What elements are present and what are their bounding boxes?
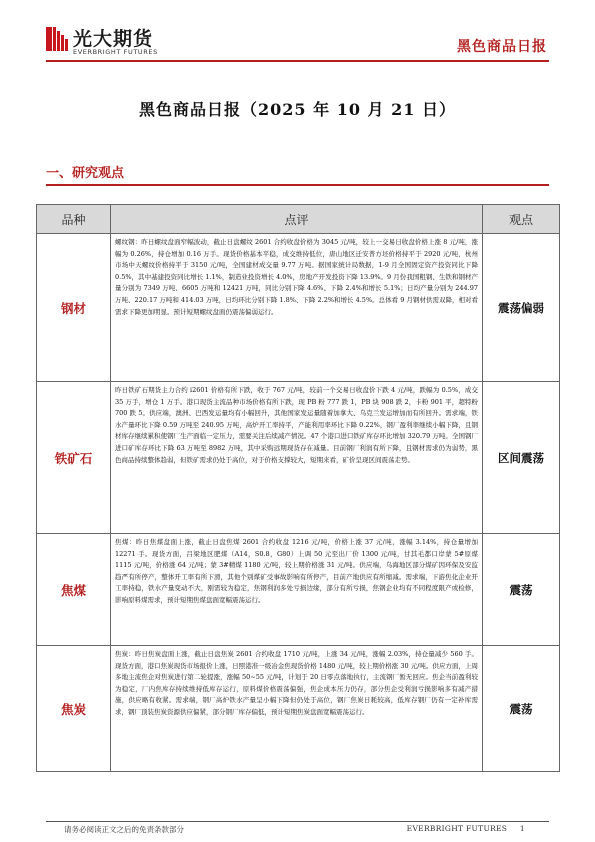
row-category: 焦煤 [37, 534, 111, 646]
table-header-row [37, 205, 560, 234]
brand-name-en: EVERBRIGHT FUTURES [73, 48, 158, 56]
table-row [37, 646, 560, 772]
document-title: 黑色商品日报（2025 年 10 月 21 日） [139, 100, 456, 119]
footer-company [407, 824, 525, 833]
report-name: 黑色商品日报 [457, 39, 547, 55]
row-view: 震荡 [483, 646, 560, 772]
review-table [36, 204, 560, 772]
row-comment: 昨日铁矿石期货主力合约 i2601 价格有所下跌，收于 767 元/吨，较前一个交易日收盘价下跌 4 元/吨，跌幅为 0.5%，成交 35 万手，增仓 1 万手。港口现货主流品种市场价格有所下跌，现 PB 粉 777 跌 1，PB 块 908 跌 2，卡粉 901 平，超特粉 700 跌 5。供应端，澳洲、巴西发运量均有小幅回升，其他国家发运量随着加拿大、乌克兰发运增加而有所回升。需求端，铁水产量环比下降 0.59 万吨至 240.95 万吨，高炉开工率持平，产能利用率环比下降 0.22%，钢厂盈利率继续小幅下降，且钢材库存继续累积使钢厂生产面临一定压力，需要关注后续减产情况。47 个港口进口铁矿库存环比增加 320.79 万吨。全国钢厂进口矿库存环比下降 63 万吨至 8982 万吨，其中采购远期现货存在减量。目前钢厂利润有所下降，且钢材需求仍为弱势，黑色商品持续整体趋弱，但铁矿需求仍处于高位，对于价格支撑较大，短期来看，矿价呈现区间震荡走势。 [111, 382, 483, 534]
everbright-logo-icon [46, 27, 68, 51]
footer-company-name: EVERBRIGHT FUTURES [406, 824, 508, 833]
table-row [37, 234, 560, 382]
row-view: 震荡偏弱 [483, 234, 560, 382]
row-category: 铁矿石 [37, 382, 111, 534]
row-comment: 焦炭：昨日焦炭盘面上涨，截止日盘焦炭 2601 合约收盘 1710 元/吨，上涨 34 元/吨，涨幅 2.03%，持仓量减少 560 手。现货方面，港口焦炭现货市场报价上涨，日照港准一级冶金焦现货价格 1480 元/吨，较上期价格涨 30 元/吨。供应方面，上周多地主流焦企对焦炭进行第二轮提涨，涨幅 50~55 元/吨，计划于 20 日零点落地执行，主流钢厂暂无回应。焦企当前盈利较为稳定，厂内焦库存持续维持低库存运行，原料煤价格震荡偏强，焦企成本压力仍存，部分焦企受利润亏损影响多有减产措施，供应略有收紧。需求端，钢厂高炉铁水产量呈小幅下降但仍处于高位，钢厂焦炭日耗较高，低库存钢厂仍有一定补库需求，钢厂顶装焦炭资源供应偏紧，部分钢厂库存偏低，预计短期焦炭盘面宽幅震荡运行。 [111, 646, 483, 772]
page-number: 1 [519, 824, 525, 833]
table-row [37, 534, 560, 646]
row-comment: 焦煤：昨日焦煤盘面上涨，截止日盘焦煤 2601 合约收盘 1216 元/吨，价格上涨 37 元/吨，涨幅 3.14%，持仓量增加 12271 手。现货方面，吕梁地区肥煤（A14，S0.8，G80）上调 50 元至出厂价 1300 元/吨，甘其毛都口岸蒙 5#原煤 1115 元/吨，价格涨 64 元/吨；蒙 3#精煤 1180 元/吨，较上期价格涨 31 元/吨。供应端，乌海地区部分煤矿因环保及安监趋严有所停产，整体开工率有所下滑，其他个别煤矿受事故影响有所停产，目前产地供应有所缩减。需求端，下游焦化企业开工率持稳，铁水产量变动不大，刚需较为稳定，焦钢利润多处亏损边缘，部分有所亏损，焦钢企业均有不同程度限产或检修，影响原料煤需求，预计短期焦煤盘面宽幅震荡运行。 [111, 534, 483, 646]
row-view: 震荡 [483, 534, 560, 646]
section-divider [46, 184, 549, 186]
header-comment: 点评 [111, 205, 483, 234]
row-category: 焦炭 [37, 646, 111, 772]
row-category: 钢材 [37, 234, 111, 382]
table-row [37, 382, 560, 534]
footer-divider [46, 821, 549, 822]
page-header [0, 0, 595, 62]
header-divider [46, 60, 549, 62]
header-view: 观点 [483, 205, 560, 234]
header-category: 品种 [37, 205, 111, 234]
section-title: 一、研究观点 [46, 166, 125, 181]
disclaimer-note: 请务必阅读正文之后的免责条款部分 [64, 825, 184, 834]
row-view: 区间震荡 [483, 382, 560, 534]
row-comment: 螺纹钢：昨日螺纹盘面窄幅波动，截止日盘螺纹 2601 合约收盘价格为 3045 元/吨，较上一交易日收盘价格上涨 8 元/吨，涨幅为 0.26%，持仓增加 0.16 万手。现货价格基本平稳，成交维持低位，唐山地区迁安普方坯价格持平于 2920 元/吨，杭州市场中天螺纹价格持平于 3150 元/吨，全国建材成交量 9.77 万吨。据国家统计局数据，1-9 月全国固定资产投资同比下降 0.5%，其中基建投资同比增长 1.1%，制造业投资增长 4.0%，房地产开发投资下降 13.9%。9 月份我国粗钢、生铁和钢材产量分别为 7349 万吨、6605 万吨和 12421 万吨，同比分别下降 4.6%、下降 2.4%和增长 5.1%；日均产量分别为 244.97 万吨、220.17 万吨和 414.03 万吨，日均环比分别下降 1.8%、下降 2.2%和增长 4.5%。总体看 9 月钢材供需双降，相对看需求下降更加明显。预计短期螺纹盘面仍震荡偏弱运行。 [111, 234, 483, 382]
brand-name-cn: 光大期货 [73, 28, 154, 50]
